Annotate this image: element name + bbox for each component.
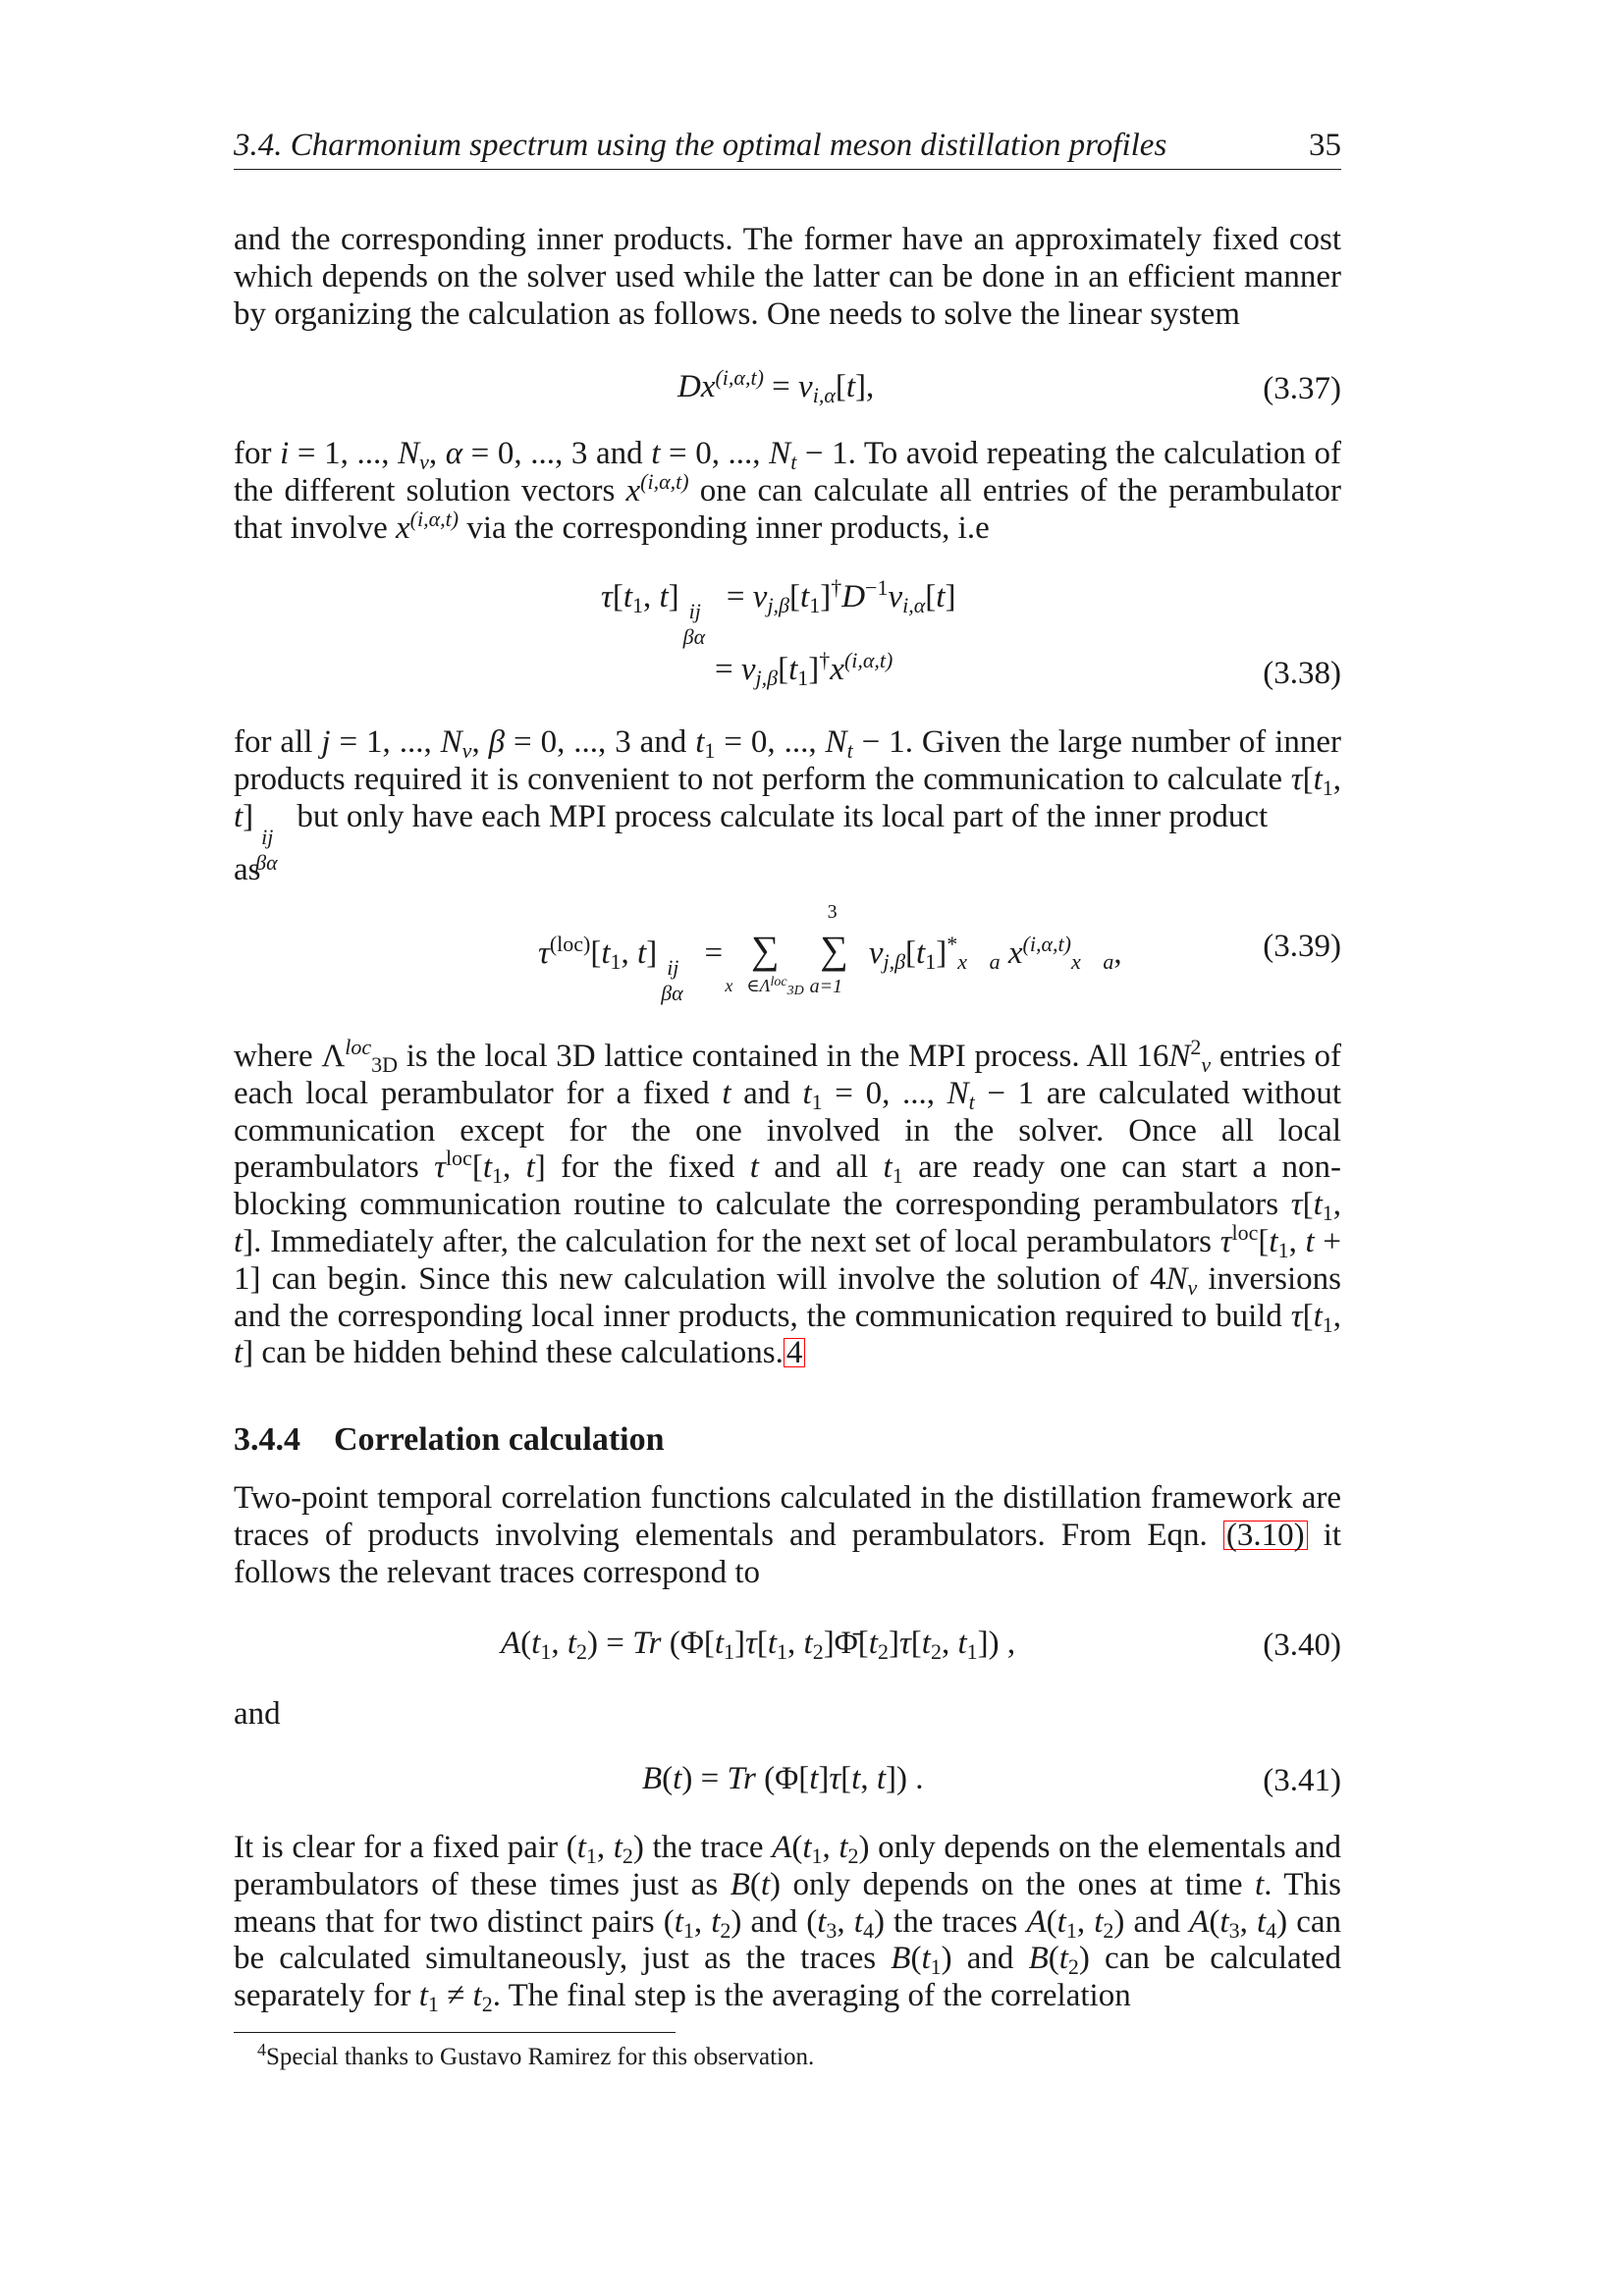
text-span: It is clear for a fixed pair bbox=[234, 1830, 559, 1865]
text-span: is the local 3D lattice contained in the MPI process. All bbox=[406, 1039, 1128, 1074]
paragraph-intro: and the corresponding inner products. The former have an approximately fixed cost which depends on the solver used while the latter can be done in an efficient manner by organizing the calculation as follows. One needs to solve the linear system bbox=[234, 222, 1341, 332]
text-span: . To avoid repeating the calculation of the different solution vectors bbox=[234, 436, 1341, 508]
equation-link-3-10[interactable]: (3.10) bbox=[1223, 1521, 1308, 1550]
text-span: the trace bbox=[652, 1830, 764, 1865]
equation-3-37: $Dx^{(i,\alpha,t)} = v_{i,\alpha}[t]$, bbox=[677, 365, 875, 407]
paragraph-and: and bbox=[234, 1696, 281, 1732]
text-span: can be calculated simultaneously, just as the traces bbox=[234, 1903, 1341, 1977]
text-span: can be calculated separately for bbox=[234, 1941, 1342, 2014]
equation-3-39: $\tau^{(loc)}[t_1$, t] ij βα = ∑ $x⃗\in\Lambda^{loc}_{3D}$ 3 ∑ a=1 $v_{j,\beta}[t_1]^*_{x⃗ a}$ $x^{(i,\alpha,t)}_{x⃗ a}$, bbox=[538, 901, 1122, 1005]
footnote-separator bbox=[234, 2032, 676, 2033]
text-span: . This means that for two distinct pairs bbox=[234, 1866, 1342, 1940]
text-span: inversions and the corresponding local inner products, the communication required to build bbox=[234, 1260, 1341, 1334]
header-title: 3.4. Charmonium spectrum using the optimal meson distillation profiles bbox=[234, 128, 1167, 163]
text-span: can be hidden behind these calculations bbox=[261, 1335, 776, 1371]
equation-3-40: $A(t_1$, $t_2) = Tr$ ($\Phi[t_1]\tau[t_1$, $t_2]\Phī[t_2]\tau[t_2$, $t_1$]) , bbox=[501, 1626, 1016, 1664]
equation-number-3-39: (3.39) bbox=[1263, 929, 1341, 964]
footnote bbox=[257, 2040, 815, 2071]
text-span: for bbox=[234, 436, 272, 471]
equation-number-3-40: (3.40) bbox=[1263, 1628, 1341, 1663]
paragraph-traces: It is clear for a fixed pair ($t_1$, $t_2$) the trace $A(t_1$, $t_2$) only depends on the elementals and perambulators of these times just as B(t) only depends on the ones at time t. This means that for two distinct pairs ($t_1$, $t_2$) and ($t_3$, $t_4$) the traces $A(t_1$, $t_2$) and $A(t_3$, $t_4$) can be calculated simultaneously, just as the traces $B(t_1)$ and $B(t_2)$ can be calculated separately for $t_1 \ne t_2$. The final step is the averaging of the correlation bbox=[234, 1830, 1342, 2017]
text-span: where bbox=[234, 1039, 313, 1074]
paragraph-solution-vectors: for i = 1, ..., $N_v$, α = 0, ..., 3 and t = 0, ..., $N_t - 1$. To avoid repeating the calculation of the different solution vectors $x^{(i,\alpha,t)}$ one can calculate all entries of the perambulator that involve $x^{(i,\alpha,t)}$ via the corresponding inner products, i.e bbox=[234, 436, 1342, 546]
text-span: and bbox=[595, 436, 643, 471]
text-span: the traces bbox=[893, 1903, 1018, 1940]
text-span: and bbox=[639, 724, 687, 760]
text-span: and all bbox=[774, 1149, 869, 1186]
equation-number-3-37: (3.37) bbox=[1263, 371, 1341, 406]
paragraph-inner-products: for all j = 1, ..., $N_v$, β = 0, ..., 3 and $t_1 = 0$, ..., $N_t - 1$. Given the large number of inner products required it is convenient to not perform the communication to calculate $\tau[t_1$, t] ij βα but only have each MPI process calculate its local part of the inner product bbox=[234, 724, 1342, 875]
section-title: Correlation calculation bbox=[334, 1421, 665, 1458]
text-span: . Given the large number of inner products required it is convenient to not perform the communication to calculate bbox=[234, 724, 1341, 797]
text-span: only depends on the elementals and perambulators of these times just as bbox=[234, 1830, 1341, 1902]
footnote-mark: 4 bbox=[257, 2040, 266, 2059]
paragraph-as: as bbox=[234, 852, 261, 887]
paragraph-local-perambulators: where $\Lambda^{loc}_{3D}$ is the local 3D lattice contained in the MPI process. All $16N^2_v$ entries of each local perambulator for a fixed t and $t_1 = 0$, ..., $N_t - 1$ are calculated without communication except for the one involved in the solver. Once all local perambulators $\tau^{loc}[t_1$, t] for the fixed t and all $t_1$ are ready one can start a non-blocking communication routine to calculate the corresponding perambulators $\tau[t_1$, t]. Immediately after, the calculation for the next set of local perambulators $\tau^{loc}[t_1$, t + 1] can begin. Since this new calculation will involve the solution of $4N_v$ inversions and the corresponding local inner products, the communication required to build $\tau[t_1$, t] can be hidden behind these calculations.4 bbox=[234, 1035, 1342, 1371]
equation-number-3-38: (3.38) bbox=[1263, 656, 1341, 691]
text-span: . The final step is the averaging of the correlation bbox=[492, 1978, 1131, 2014]
equation-3-41: B(t) = Tr (Φ[t]τ[t, t]) . bbox=[642, 1761, 924, 1796]
text-span: but only have each MPI process calculate its local part of the inner product bbox=[297, 798, 1269, 834]
text-span: entries of each local perambulator for a fixed bbox=[234, 1039, 1342, 1111]
footnote-text: Special thanks to Gustavo Ramirez for this observation. bbox=[266, 2044, 815, 2070]
text-span: are calculated without communication except for the one involved in the solver. Once all local perambulators bbox=[234, 1075, 1341, 1186]
section-number: 3.4.4 bbox=[234, 1421, 300, 1458]
equation-3-38-line-1: $\tau[t_1$, t] ij βα = $v_{j,\beta}[t_1]^\dagger D^{-1}v_{i,\alpha}[t]$ bbox=[601, 575, 956, 649]
text-span: it follows the relevant traces correspond to bbox=[234, 1517, 1342, 1590]
section-heading bbox=[234, 1421, 665, 1459]
text-span: and bbox=[966, 1941, 1014, 1977]
paragraph-correlation-intro bbox=[234, 1480, 1341, 1591]
text-span: are ready one can start a non-blocking communication routine to calculate the corresponding perambulators bbox=[234, 1149, 1342, 1223]
page-number: 35 bbox=[1309, 128, 1341, 163]
text-span: for the fixed bbox=[561, 1149, 735, 1186]
text-span: and bbox=[743, 1075, 790, 1111]
running-header bbox=[234, 126, 1341, 170]
text-span: only depends on the ones at time bbox=[792, 1866, 1243, 1902]
text-span: and bbox=[1133, 1903, 1181, 1940]
text-span: for all bbox=[234, 724, 313, 760]
equation-number-3-41: (3.41) bbox=[1263, 1763, 1341, 1798]
equation-3-38-line-2: = $v_{j,\beta}[t_1]^\dagger x^{(i,\alpha,t)}$ bbox=[715, 648, 893, 690]
text-span: one can calculate all entries of the perambulator that involve bbox=[234, 472, 1342, 546]
text-span: . Immediately after, the calculation for the next set of local perambulators bbox=[253, 1223, 1212, 1259]
footnote-link[interactable]: 4 bbox=[784, 1338, 806, 1367]
text-span: via the corresponding inner products, i.e bbox=[466, 509, 990, 546]
text-span: Two-point temporal correlation functions calculated in the distillation framework are traces of products involving elementals and perambulators. From Eqn. bbox=[234, 1480, 1341, 1553]
text-span: can begin. Since this new calculation will involve the solution of bbox=[271, 1260, 1139, 1297]
text-span: and bbox=[750, 1903, 798, 1940]
